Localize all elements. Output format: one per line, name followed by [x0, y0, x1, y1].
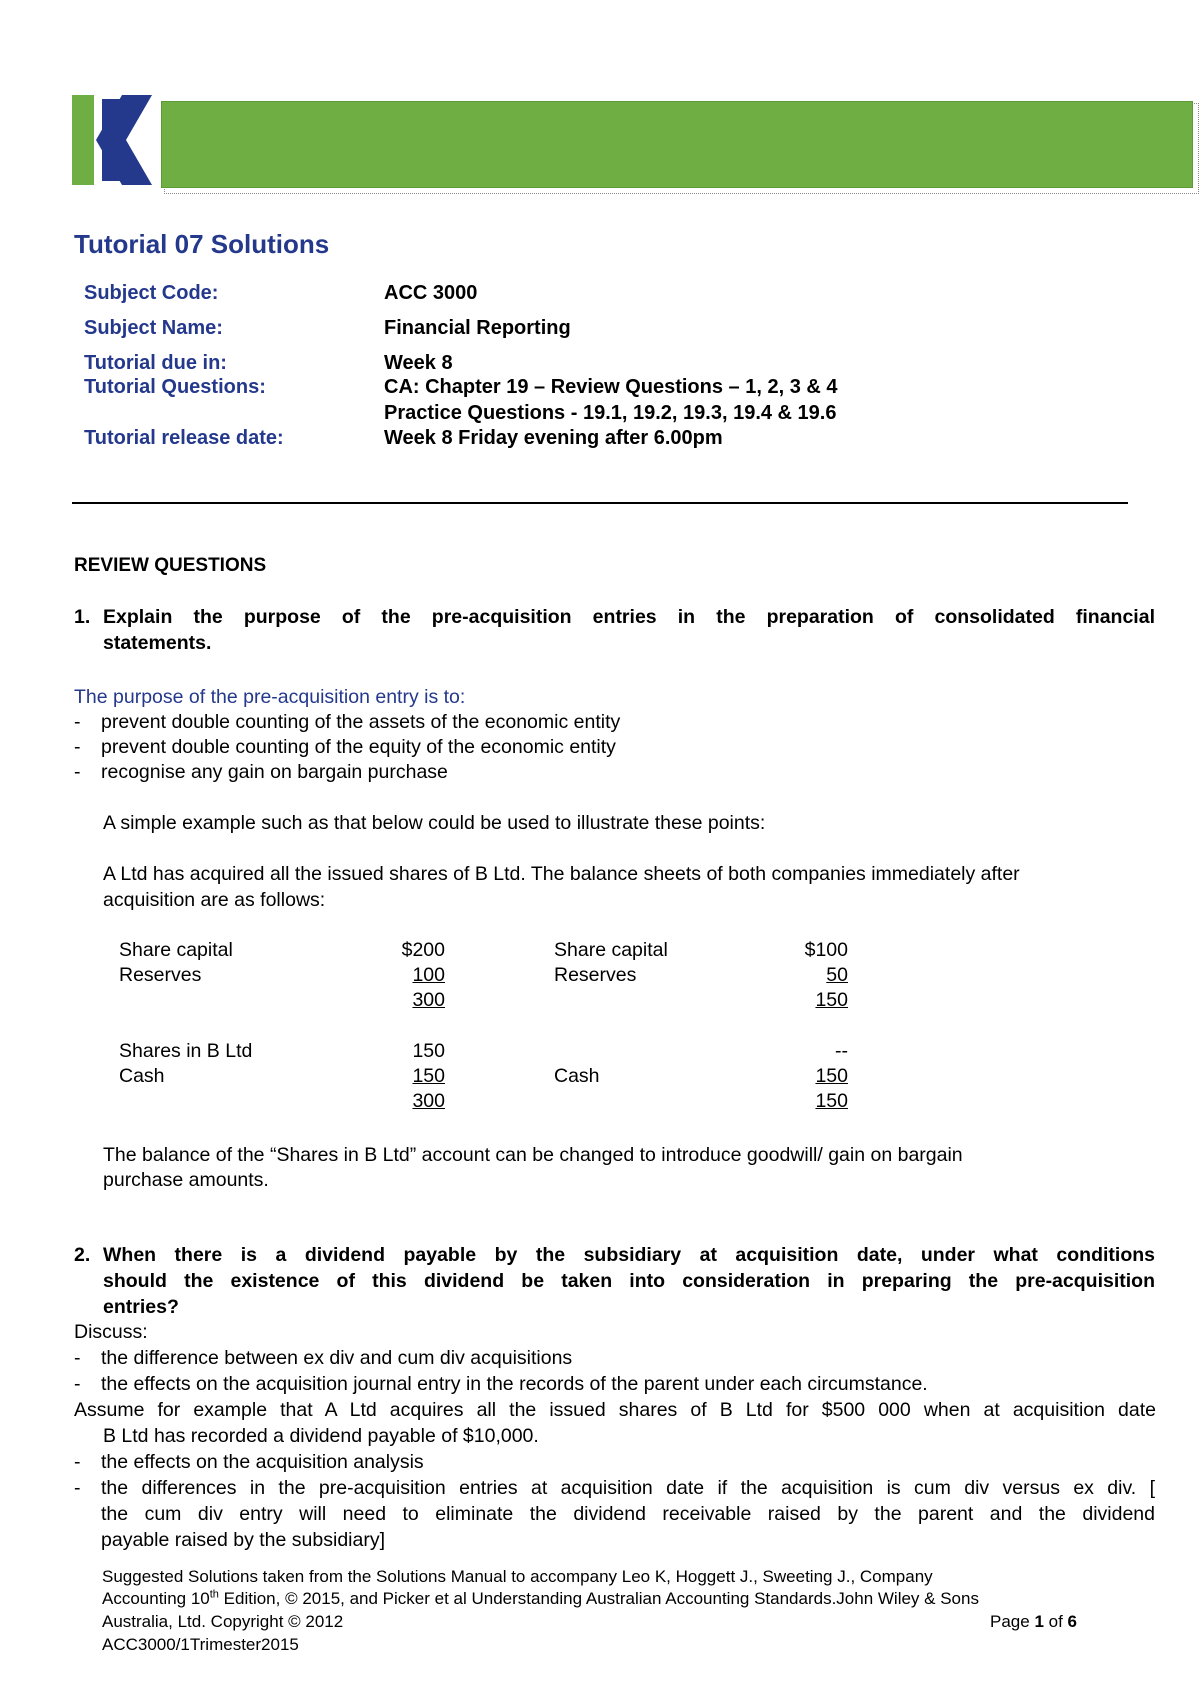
q1-number: 1. [74, 606, 91, 628]
meta-label-due: Tutorial due in: [84, 352, 227, 374]
q1-closing-line2: purchase amounts. [103, 1169, 269, 1191]
section-heading: REVIEW QUESTIONS [74, 555, 267, 576]
q2-discuss: Discuss: [74, 1321, 148, 1343]
q1-text-line2: statements. [103, 632, 212, 654]
q2-bullet-4-line1: the differences in the pre-acquisition entries at acquisition date if the acquisition is cum div versus ex div. [ [101, 1477, 1155, 1499]
bullet-dash: - [74, 736, 81, 758]
q1-example-line2: acquisition are as follows: [103, 889, 326, 911]
q1-example-line1: A Ltd has acquired all the issued shares of B Ltd. The balance sheets of both companies immediately after [103, 863, 1020, 885]
q1-intro: The purpose of the pre-acquisition entry is to: [74, 686, 466, 708]
meta-value-subject-name: Financial Reporting [384, 317, 571, 339]
footer-line4: ACC3000/1Trimester2015 [102, 1635, 299, 1654]
a-value-total-assets: 300 [412, 1090, 445, 1112]
b-label-cash: Cash [554, 1065, 600, 1087]
q2-bullet-2: the effects on the acquisition journal entry in the records of the parent under each circumstance. [101, 1373, 928, 1395]
meta-label-subject-code: Subject Code: [84, 282, 219, 304]
footer-line2: Accounting 10th Edition, © 2015, and Picker et al Understanding Australian Accounting Standards.John Wiley & Sons [102, 1588, 979, 1608]
divider-rule [72, 502, 1128, 504]
q1-example-intro: A simple example such as that below could be used to illustrate these points: [103, 812, 766, 834]
footer-line1: Suggested Solutions taken from the Solutions Manual to accompany Leo K, Hoggett J., Sweeting J., Company [102, 1567, 933, 1586]
q2-number: 2. [74, 1244, 91, 1266]
q1-bullet-2: prevent double counting of the equity of the economic entity [101, 736, 616, 758]
footer-line3: Australia, Ltd. Copyright © 2012 [102, 1612, 344, 1631]
a-value-reserves: 100 [412, 964, 445, 986]
meta-label-release: Tutorial release date: [84, 427, 284, 449]
a-value-share-capital: $200 [401, 939, 445, 961]
a-label-reserves: Reserves [119, 964, 202, 986]
b-label-reserves: Reserves [554, 964, 637, 986]
q2-assume-line2: B Ltd has recorded a dividend payable of $10,000. [103, 1425, 539, 1447]
b-value-reserves: 50 [826, 964, 848, 986]
a-label-cash: Cash [119, 1065, 165, 1087]
q2-text-line3: entries? [103, 1296, 179, 1318]
bullet-dash: - [74, 1373, 81, 1395]
logo-k-icon [72, 95, 160, 185]
q2-text-line1: When there is a dividend payable by the subsidiary at acquisition date, under what conditions [103, 1244, 1155, 1266]
q2-bullet-3: the effects on the acquisition analysis [101, 1451, 424, 1473]
bullet-dash: - [74, 1477, 81, 1499]
q2-bullet-1: the difference between ex div and cum div acquisitions [101, 1347, 573, 1369]
q1-bullet-3: recognise any gain on bargain purchase [101, 761, 448, 783]
b-value-shares: -- [835, 1040, 848, 1062]
q2-text-line2: should the existence of this dividend be taken into consideration in preparing the pre-acquisition [103, 1270, 1155, 1292]
a-value-total-equity: 300 [412, 989, 445, 1011]
meta-value-due: Week 8 [384, 352, 453, 374]
q1-bullet-1: prevent double counting of the assets of the economic entity [101, 711, 621, 733]
bullet-dash: - [74, 711, 81, 733]
a-label-shares-in-b: Shares in B Ltd [119, 1040, 253, 1062]
a-label-share-capital: Share capital [119, 939, 233, 961]
q1-closing-line1: The balance of the “Shares in B Ltd” account can be changed to introduce goodwill/ gain on bargain [103, 1144, 963, 1166]
q2-bullet-4-line2: the cum div entry will need to eliminate the dividend receivable raised by the parent and the dividend [101, 1503, 1155, 1525]
b-value-cash: 150 [815, 1065, 848, 1087]
b-value-share-capital: $100 [804, 939, 848, 961]
meta-label-subject-name: Subject Name: [84, 317, 223, 339]
q2-bullet-4-line3: payable raised by the subsidiary] [101, 1529, 385, 1551]
meta-value-subject-code: ACC 3000 [384, 282, 478, 304]
meta-value-questions: CA: Chapter 19 – Review Questions – 1, 2, 3 & 4 [384, 376, 838, 398]
bullet-dash: - [74, 761, 81, 783]
meta-value-release: Week 8 Friday evening after 6.00pm [384, 427, 723, 449]
b-value-total-assets: 150 [815, 1090, 848, 1112]
b-value-total-equity: 150 [815, 989, 848, 1011]
meta-value-practice: Practice Questions - 19.1, 19.2, 19.3, 19.4 & 19.6 [384, 402, 837, 424]
page-number: Page 1 of 6 [990, 1612, 1077, 1631]
a-value-cash: 150 [412, 1065, 445, 1087]
a-value-shares-in-b: 150 [412, 1040, 445, 1062]
q1-text-line1: Explain the purpose of the pre-acquisition entries in the preparation of consolidated financial [103, 606, 1155, 628]
header-banner [161, 101, 1193, 188]
q2-assume-line1: Assume for example that A Ltd acquires all the issued shares of B Ltd for $500 000 when at acquisition date [74, 1399, 1156, 1421]
page-title: Tutorial 07 Solutions [74, 229, 330, 259]
meta-label-questions: Tutorial Questions: [84, 376, 266, 398]
b-label-share-capital: Share capital [554, 939, 668, 961]
bullet-dash: - [74, 1347, 81, 1369]
bullet-dash: - [74, 1451, 81, 1473]
